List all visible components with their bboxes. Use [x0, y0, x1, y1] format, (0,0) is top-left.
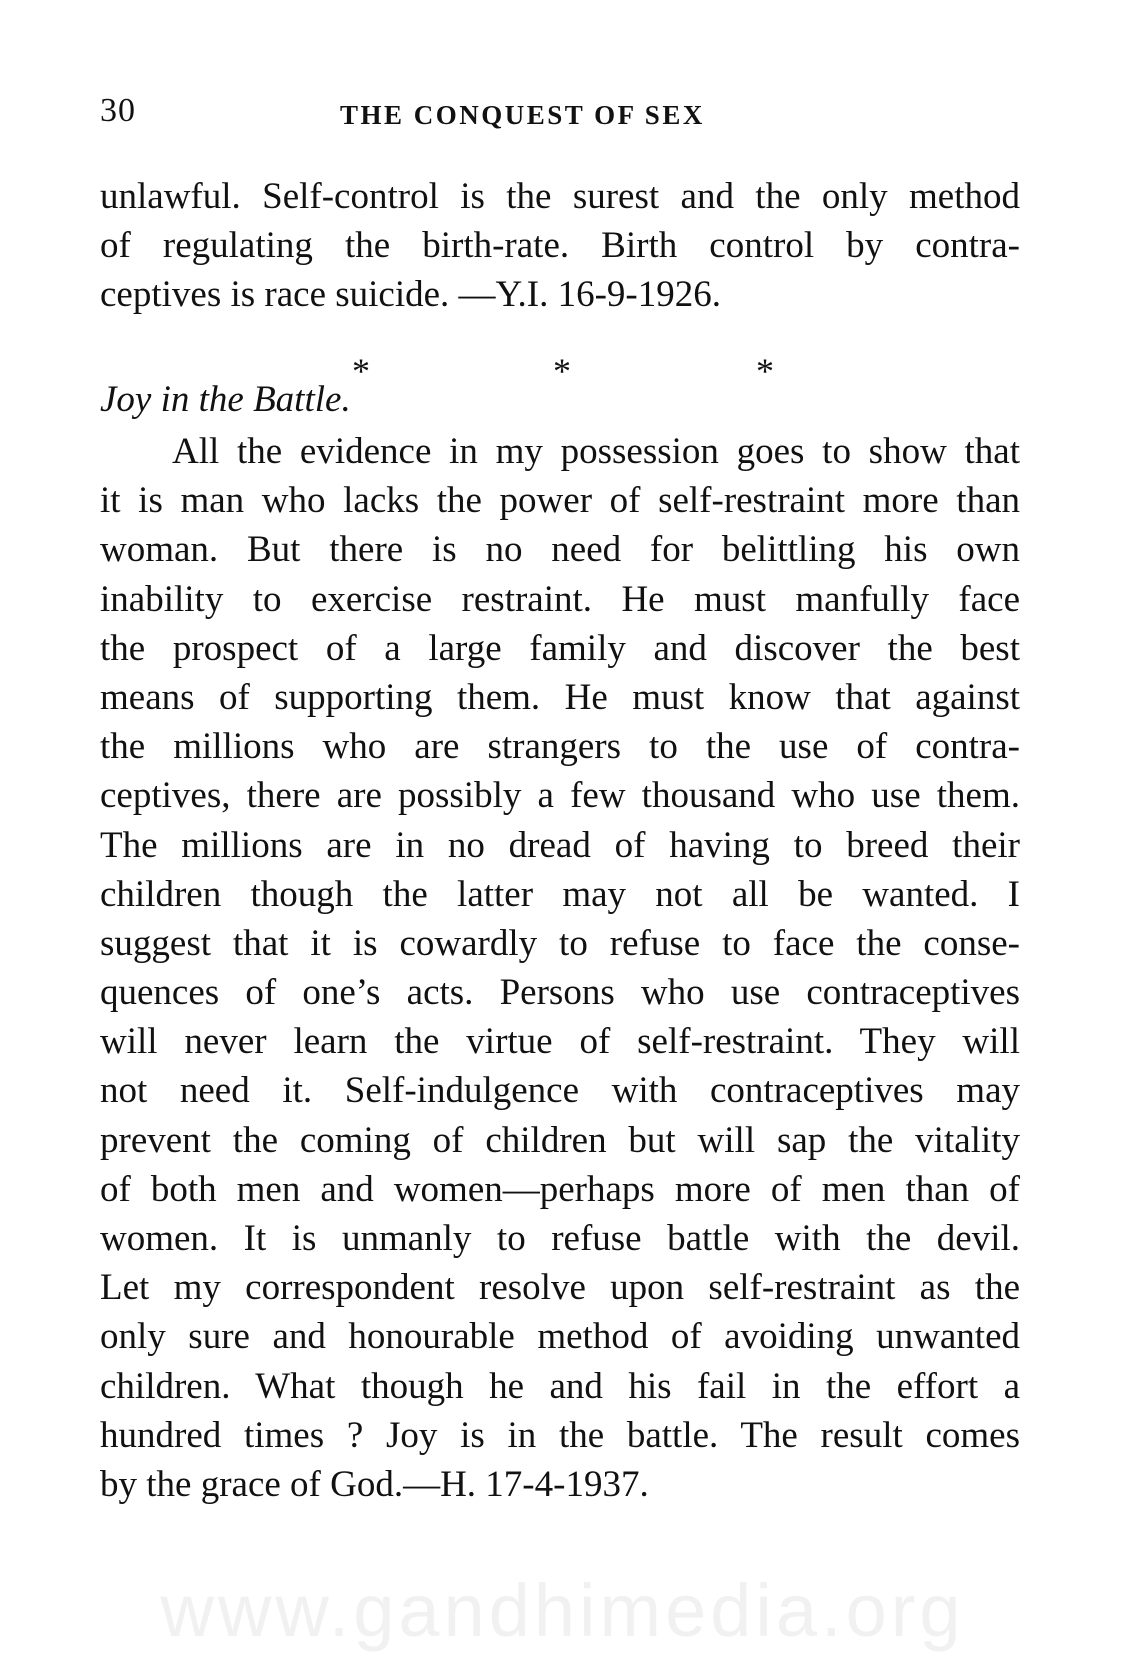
text-line: of both men and women—perhaps more of men than of	[100, 1168, 1020, 1210]
text-line: quences of one’s acts. Persons who use contraceptives	[100, 972, 1020, 1014]
text-line: women. It is unmanly to refuse battle with the devil.	[100, 1218, 1020, 1259]
text-line: will never learn the virtue of self-restraint. They will	[100, 1021, 1020, 1063]
continuation-paragraph	[100, 172, 1020, 320]
text-line: hundred times ? Joy is in the battle. The result comes	[100, 1414, 1020, 1456]
section-heading: Joy in the Battle.	[100, 379, 351, 420]
text-line: it is man who lacks the power of self-restraint more than	[100, 480, 1020, 522]
text-line: inability to exercise restraint. He must manfully face	[100, 578, 1020, 620]
section-paragraph	[100, 427, 1020, 1509]
text-line: ceptives, there are possibly a few thousand who use them.	[100, 775, 1020, 817]
text-line: children though the latter may not all be wanted. I	[100, 873, 1020, 915]
text-line: The millions are in no dread of having to breed their	[100, 824, 1020, 866]
text-line: prevent the coming of children but will sap the vitality	[100, 1119, 1020, 1161]
text-line: means of supporting them. He must know that against	[100, 676, 1020, 718]
text-line: not need it. Self-indulgence with contraceptives may	[100, 1070, 1020, 1112]
text-line: suggest that it is cowardly to refuse to face the conse-	[100, 922, 1020, 964]
separator-star: *	[756, 351, 774, 391]
running-head: THE CONQUEST OF SEX	[340, 100, 705, 130]
text-line: only sure and honourable method of avoiding unwanted	[100, 1316, 1020, 1358]
text-line: the prospect of a large family and discover the best	[100, 627, 1020, 669]
text-line: by the grace of God.—H. 17-4-1937.	[100, 1463, 649, 1505]
text-line: the millions who are strangers to the use of contra-	[100, 726, 1020, 768]
section-separator	[0, 350, 1125, 391]
separator-star: *	[352, 351, 370, 391]
text-line: All the evidence in my possession goes to show that	[172, 431, 1020, 472]
page-number: 30	[100, 92, 136, 129]
separator-star: *	[553, 351, 571, 391]
text-line: ceptives is race suicide. —Y.I. 16-9-1926.	[100, 274, 721, 316]
text-line: Let my correspondent resolve upon self-restraint as the	[100, 1267, 1020, 1309]
text-line: woman. But there is no need for belittling his own	[100, 529, 1020, 571]
text-line: children. What though he and his fail in the effort a	[100, 1365, 1020, 1407]
text-line: unlawful. Self-control is the surest and the only method	[100, 176, 1020, 217]
text-line: of regulating the birth-rate. Birth control by contra-	[100, 225, 1020, 267]
watermark: www.gandhimedia.org	[160, 1569, 965, 1652]
